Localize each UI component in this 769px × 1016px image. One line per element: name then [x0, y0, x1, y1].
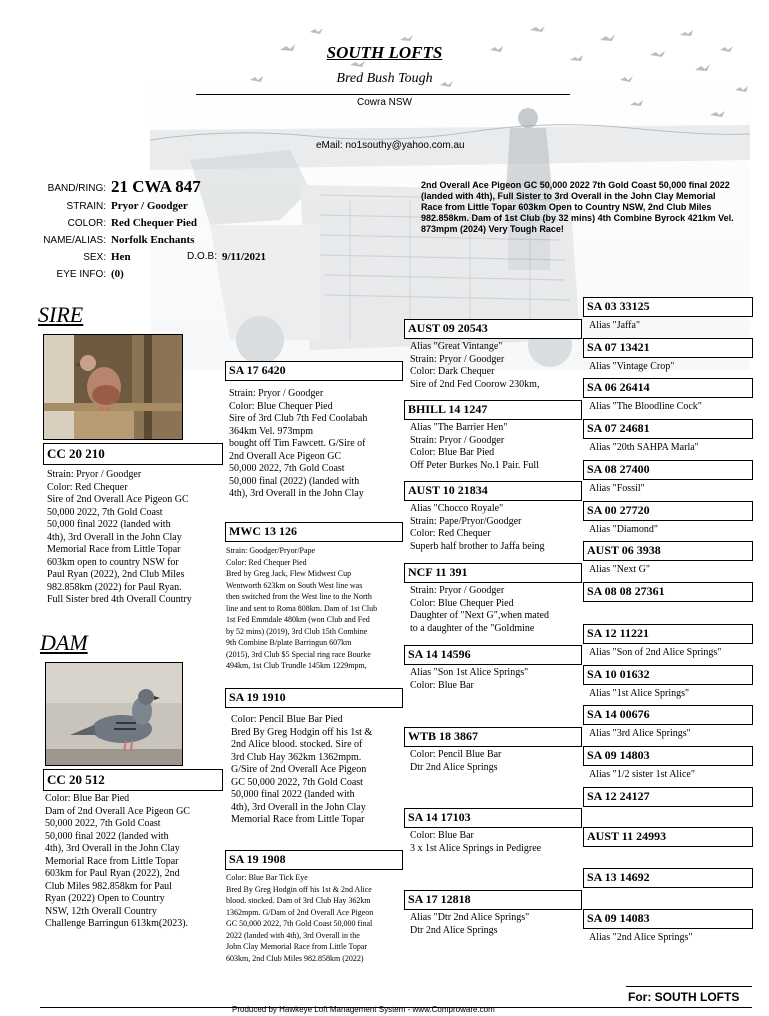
gp-line: Bred by Greg Jack, Flew Midwest Cup — [226, 569, 352, 578]
gggp-ring: AUST 06 3938 — [587, 543, 661, 557]
ggp-line: Superb half brother to Jaffa being — [410, 540, 545, 552]
strain-label: STRAIN: — [66, 201, 106, 212]
dam-line: Memorial Race from Little Topar — [45, 855, 179, 867]
color-label: COLOR: — [67, 218, 106, 229]
ggp-ring-box — [404, 400, 582, 420]
dam-line: 50,000 2022, 7th Gold Coast — [45, 818, 161, 829]
gp-ring: MWC 13 126 — [229, 524, 297, 538]
gggp-ring-box — [583, 705, 753, 725]
ggp-line: Color: Pencil Blue Bar — [410, 749, 502, 760]
gp-line: 9th Combine B/plate Barringun 607km — [226, 638, 352, 647]
ggp-description — [410, 667, 582, 697]
ggp-ring-box — [404, 319, 582, 339]
gggp-ring: SA 08 27400 — [587, 462, 650, 476]
gggp-ring: SA 08 08 27361 — [587, 584, 665, 598]
sire-line: Sire of 2nd Overall Ace Pigeon GC — [47, 494, 189, 505]
sire-heading: SIRE — [38, 302, 84, 327]
ggp-line: Dtr 2nd Alice Springs — [410, 924, 498, 936]
ggp-ring: SA 14 17103 — [408, 810, 471, 824]
gp-line: 2nd Overall Ace Pigeon GC — [229, 450, 342, 462]
sire-ring: CC 20 210 — [47, 446, 105, 461]
gggp-alias: Alias "Vintage Crop" — [589, 361, 675, 372]
gggp-ring-box — [583, 378, 753, 398]
bird-performance-notes: 2nd Overall Ace Pigeon GC 50,000 2022 7th Gold Coast 50,000 final 2022 (landed with 4th), Full Sister to 3rd Overall in the John Clay Memorial Race from Little Topar 603km Open to Country NSW, 2nd Club Miles 982.858km. Dam of 1st Club (by 32 mins) 4th Combine Byrock 421km Vel. 873mpm (2024) Very Tough Race! — [421, 180, 734, 234]
gp-description — [229, 388, 407, 514]
gp-line: 4th), 3rd Overall in the John Clay — [229, 488, 364, 499]
gggp-ring-box — [583, 827, 753, 847]
gp-line: Wentworth 623km on South West line was — [226, 580, 363, 590]
ggp-ring-box — [404, 890, 582, 910]
loft-location: Cowra NSW — [356, 97, 412, 108]
ggp-description — [410, 503, 582, 557]
ggp-line: Color: Dark Chequer — [410, 366, 495, 377]
gp-ring: SA 17 6420 — [229, 363, 286, 377]
gggp-ring: SA 00 27720 — [587, 503, 650, 517]
ggp-ring-box — [404, 481, 582, 501]
gp-line: by 52 mins) (2019), 3rd Club 15th Combine — [226, 626, 368, 636]
sire-line: Full Sister bred 4th Overall Country — [47, 594, 192, 605]
ggp-description — [410, 341, 582, 395]
gp-ring: SA 19 1908 — [229, 852, 286, 866]
sire-ring-box — [43, 443, 223, 465]
gp-line: then switched from the West line to the North — [226, 592, 372, 601]
ggp-line: Alias "Dtr 2nd Alice Springs" — [410, 912, 530, 923]
gp-line: 1st Fed Emmdale 480km (won Club and Fed — [226, 615, 370, 624]
ggp-ring-box — [404, 808, 582, 828]
gggp-ring: SA 12 24127 — [587, 789, 650, 803]
sire-line: Color: Red Chequer — [47, 481, 128, 493]
gp-description — [226, 545, 406, 675]
ggp-ring: SA 14 14596 — [408, 647, 471, 661]
gp-line: Bred By Greg Hodgin off his 1st & 2nd Alice — [226, 884, 372, 894]
ggp-description — [410, 749, 582, 779]
dob-label: D.O.B: — [187, 251, 218, 262]
color-value: Red Chequer Pied — [111, 217, 197, 229]
gp-line: Color: Red Chequer Pied — [226, 557, 307, 567]
ggp-description — [410, 830, 582, 860]
gp-line: Memorial Race from Little Topar — [231, 814, 365, 825]
gp-line: line and sent to Roma 808km. Dam of 1st Club — [226, 603, 378, 613]
ggp-line: Strain: Pryor / Goodger — [410, 585, 505, 596]
gp-line: 4th), 3rd Overall in the John Clay — [231, 801, 366, 813]
gggp-ring: SA 13 14692 — [587, 870, 650, 884]
gggp-ring-box — [583, 541, 753, 561]
sire-line: 603km open to country NSW for — [47, 556, 179, 568]
loft-title: SOUTH LOFTS — [326, 43, 443, 62]
dam-line: Club Miles 982.858km for Paul — [45, 880, 172, 892]
sire-line: Strain: Pryor / Goodger — [47, 469, 142, 480]
name-value: Norfolk Enchants — [111, 234, 195, 246]
gp-line: 50,000 2022, 7th Gold Coast — [229, 463, 345, 474]
strain-value: Pryor / Goodger — [111, 200, 188, 212]
dam-ring: CC 20 512 — [47, 772, 105, 787]
ggp-line: Strain: Pryor / Goodger — [410, 353, 505, 365]
ggp-ring-box — [404, 645, 582, 665]
ggp-line: Strain: Pryor / Goodger — [410, 434, 505, 446]
gp-ring-box — [225, 361, 403, 381]
gggp-ring-box — [583, 787, 753, 807]
dam-photo — [45, 662, 183, 766]
gp-ring-box — [225, 688, 403, 708]
gggp-ring-box — [583, 501, 753, 521]
sire-line: 50,000 final 2022 (landed with — [47, 519, 171, 530]
ggp-line: Alias "The Barrier Hen" — [410, 422, 508, 433]
ggp-line: Strain: Pape/Pryor/Goodger — [410, 515, 522, 527]
gp-line: 1362mpm. G/Dam of 2nd Overall Ace Pigeon — [226, 907, 374, 917]
ggp-line: Dtr 2nd Alice Springs — [410, 761, 498, 773]
band-label: BAND/RING: — [47, 183, 106, 194]
dam-heading: DAM — [40, 630, 88, 655]
band-number: 21 CWA 847 — [111, 177, 201, 196]
gp-line: Strain: Pryor / Goodger — [229, 388, 324, 399]
dam-line: NSW, 12th Overall Country — [45, 905, 157, 917]
ggp-ring: NCF 11 391 — [408, 565, 468, 579]
dob-value: 9/11/2021 — [222, 251, 267, 263]
gp-line: Bred By Greg Hodgin off his 1st & — [231, 726, 373, 738]
eye-label: EYE INFO: — [56, 269, 106, 280]
eye-value: (0) — [111, 268, 124, 280]
ggp-ring: AUST 09 20543 — [408, 321, 488, 335]
dam-line: Ryan (2022) Open to Country — [45, 893, 165, 904]
sire-line: 982.858km (2022) for Paul Ryan. — [47, 581, 182, 593]
ggp-line: Alias "Son 1st Alice Springs" — [410, 667, 529, 678]
ggp-line: Alias "Great Vintange" — [410, 341, 503, 352]
ggp-line: Color: Red Chequer — [410, 528, 491, 539]
gp-description — [226, 872, 406, 968]
gggp-ring-box — [583, 868, 753, 888]
sex-label: SEX: — [83, 252, 106, 263]
sire-line: Paul Ryan (2022), 2nd Club Miles — [47, 569, 185, 580]
gggp-alias: Alias "20th SAHPA Marla" — [589, 442, 699, 453]
gp-line: Color: Blue Bar Tick Eye — [226, 873, 308, 882]
gp-line: 50,000 final (2022) (landed with — [229, 475, 360, 487]
ggp-description — [410, 422, 582, 476]
gp-line: G/Sire of 2nd Overall Ace Pigeon — [231, 764, 367, 775]
gp-line: bought off Tim Fawcett. G/Sire of — [229, 438, 366, 449]
gggp-ring-box — [583, 624, 753, 644]
dam-line: Challenge Barringun 613km(2023). — [45, 918, 189, 929]
gggp-ring-box — [583, 909, 753, 929]
owner-divider — [626, 986, 752, 987]
dam-description — [45, 793, 225, 949]
dam-line: Color: Blue Bar Pied — [45, 793, 130, 804]
ggp-line: Daughter of "Next G",when mated — [410, 610, 549, 621]
gp-line: Strain: Goodger/Pryor/Pape — [226, 546, 316, 555]
gggp-ring-box — [583, 338, 753, 358]
gggp-alias: Alias "Son of 2nd Alice Springs" — [589, 647, 722, 658]
footer-owner: For: SOUTH LOFTS — [628, 990, 740, 1004]
gggp-alias: Alias "1/2 sister 1st Alice" — [589, 769, 695, 780]
gggp-alias: Alias "1st Alice Springs" — [589, 688, 690, 699]
sire-photo — [43, 334, 183, 440]
gggp-ring-box — [583, 297, 753, 317]
gp-line: 2nd Alice blood. stocked. Sire of — [231, 739, 363, 750]
gggp-alias: Alias "Diamond" — [589, 524, 658, 535]
dam-ring-box — [43, 769, 223, 791]
gp-line: (2015), 3rd Club $5 Special ring race Bourke — [226, 649, 371, 659]
sex-value: Hen — [111, 251, 131, 263]
gggp-ring: SA 09 14083 — [587, 911, 650, 925]
ggp-description — [410, 912, 582, 942]
sire-line: 50,000 2022, 7th Gold Coast — [47, 506, 163, 518]
gggp-ring: SA 12 11221 — [587, 626, 650, 640]
gp-line: Color: Blue Chequer Pied — [229, 400, 333, 412]
gggp-ring: SA 14 00676 — [587, 707, 650, 721]
ggp-ring-box — [404, 563, 582, 583]
ggp-ring: WTB 18 3867 — [408, 729, 479, 743]
title-divider — [196, 94, 570, 95]
ggp-line: Sire of 2nd Fed Coorow 230km, — [410, 378, 540, 390]
gggp-ring: SA 09 14803 — [587, 748, 650, 762]
gggp-ring: SA 07 13421 — [587, 340, 650, 354]
ggp-line: Color: Blue Bar — [410, 830, 474, 841]
gp-line: 603km, 2nd Club Miles 982.858km (2022) — [226, 953, 364, 963]
ggp-description — [410, 585, 582, 639]
gggp-alias: Alias "The Bloodline Cock" — [589, 401, 702, 412]
gggp-ring-box — [583, 746, 753, 766]
gggp-ring-box — [583, 419, 753, 439]
gggp-ring-box — [583, 665, 753, 685]
name-label: NAME/ALIAS: — [43, 235, 106, 246]
gp-ring: SA 19 1910 — [229, 690, 286, 704]
dam-line: 4th), 3rd Overall in the John Clay — [45, 843, 180, 854]
gggp-alias: Alias "Fossil" — [589, 483, 645, 494]
gp-line: 50,000 final 2022 (landed with — [231, 789, 355, 800]
ggp-line: Off Peter Burkes No.1 Pair. Full — [410, 459, 539, 471]
gp-line: John Clay Memorial Race from Little Topar — [226, 942, 368, 951]
sire-line: Memorial Race from Little Topar — [47, 544, 181, 555]
gp-line: blood. stocked. Dam of 3rd Club Hay 362km — [226, 896, 371, 905]
ggp-line: to a daughter of the "Goldmine — [410, 622, 535, 634]
gp-line: 364km Vel. 973mpm — [229, 425, 313, 437]
ggp-line: Color: Blue Bar — [410, 679, 474, 691]
gp-line: Sire of 3rd Club 7th Fed Coolabah — [229, 413, 368, 424]
ggp-line: 3 x 1st Alice Springs in Pedigree — [410, 842, 542, 854]
gp-line: 2022 (landed with 4th), 3rd Overall in the — [226, 930, 360, 940]
sire-line: 4th), 3rd Overall in the John Clay — [47, 531, 182, 543]
ggp-ring: SA 17 12818 — [408, 892, 471, 906]
gggp-ring: SA 10 01632 — [587, 667, 650, 681]
gp-ring-box — [225, 850, 403, 870]
ggp-ring: AUST 10 21834 — [408, 483, 488, 497]
gp-line: 494km, 1st Club Trundle 145km 1229mpm, — [226, 661, 367, 670]
gggp-ring: SA 06 26414 — [587, 380, 650, 394]
gggp-ring-box — [583, 460, 753, 480]
gp-description — [231, 714, 409, 842]
ggp-ring: BHILL 14 1247 — [408, 402, 488, 416]
gp-line: GC 50,000 2022, 7th Gold Coast — [231, 776, 363, 788]
gp-line: GC 50,000 2022, 7th Gold Coast 50,000 final — [226, 919, 373, 928]
gggp-ring: SA 03 33125 — [587, 299, 650, 313]
dam-line: Dam of 2nd Overall Ace Pigeon GC — [45, 805, 190, 817]
dam-line: 50,000 final 2022 (landed with — [45, 830, 169, 842]
gggp-alias: Alias "3rd Alice Springs" — [589, 728, 691, 739]
sire-description — [47, 469, 225, 627]
gggp-alias: Alias "2nd Alice Springs" — [589, 932, 693, 943]
gp-line: 3rd Club Hay 362km 1362mpm. — [231, 751, 362, 763]
gggp-ring-box — [583, 582, 753, 602]
gggp-alias: Alias "Next G" — [589, 564, 650, 575]
footer-credit: Produced by Hawkeye Loft Management System - www.Comproware.com — [232, 1005, 495, 1014]
ggp-line: Alias "Chocco Royale" — [410, 503, 504, 514]
gp-ring-box — [225, 522, 403, 542]
loft-email: eMail: no1southy@yahoo.com.au — [316, 140, 465, 151]
gggp-alias: Alias "Jaffa" — [589, 320, 641, 331]
loft-slogan: Bred Bush Tough — [336, 71, 433, 86]
dam-line: 603km for Paul Ryan (2022), 2nd — [45, 868, 180, 879]
gp-line: Color: Pencil Blue Bar Pied — [231, 714, 343, 725]
gggp-ring: AUST 11 24993 — [587, 829, 667, 843]
gggp-ring: SA 07 24681 — [587, 421, 650, 435]
ggp-ring-box — [404, 727, 582, 747]
ggp-line: Color: Blue Chequer Pied — [410, 597, 514, 609]
ggp-line: Color: Blue Bar Pied — [410, 447, 495, 458]
